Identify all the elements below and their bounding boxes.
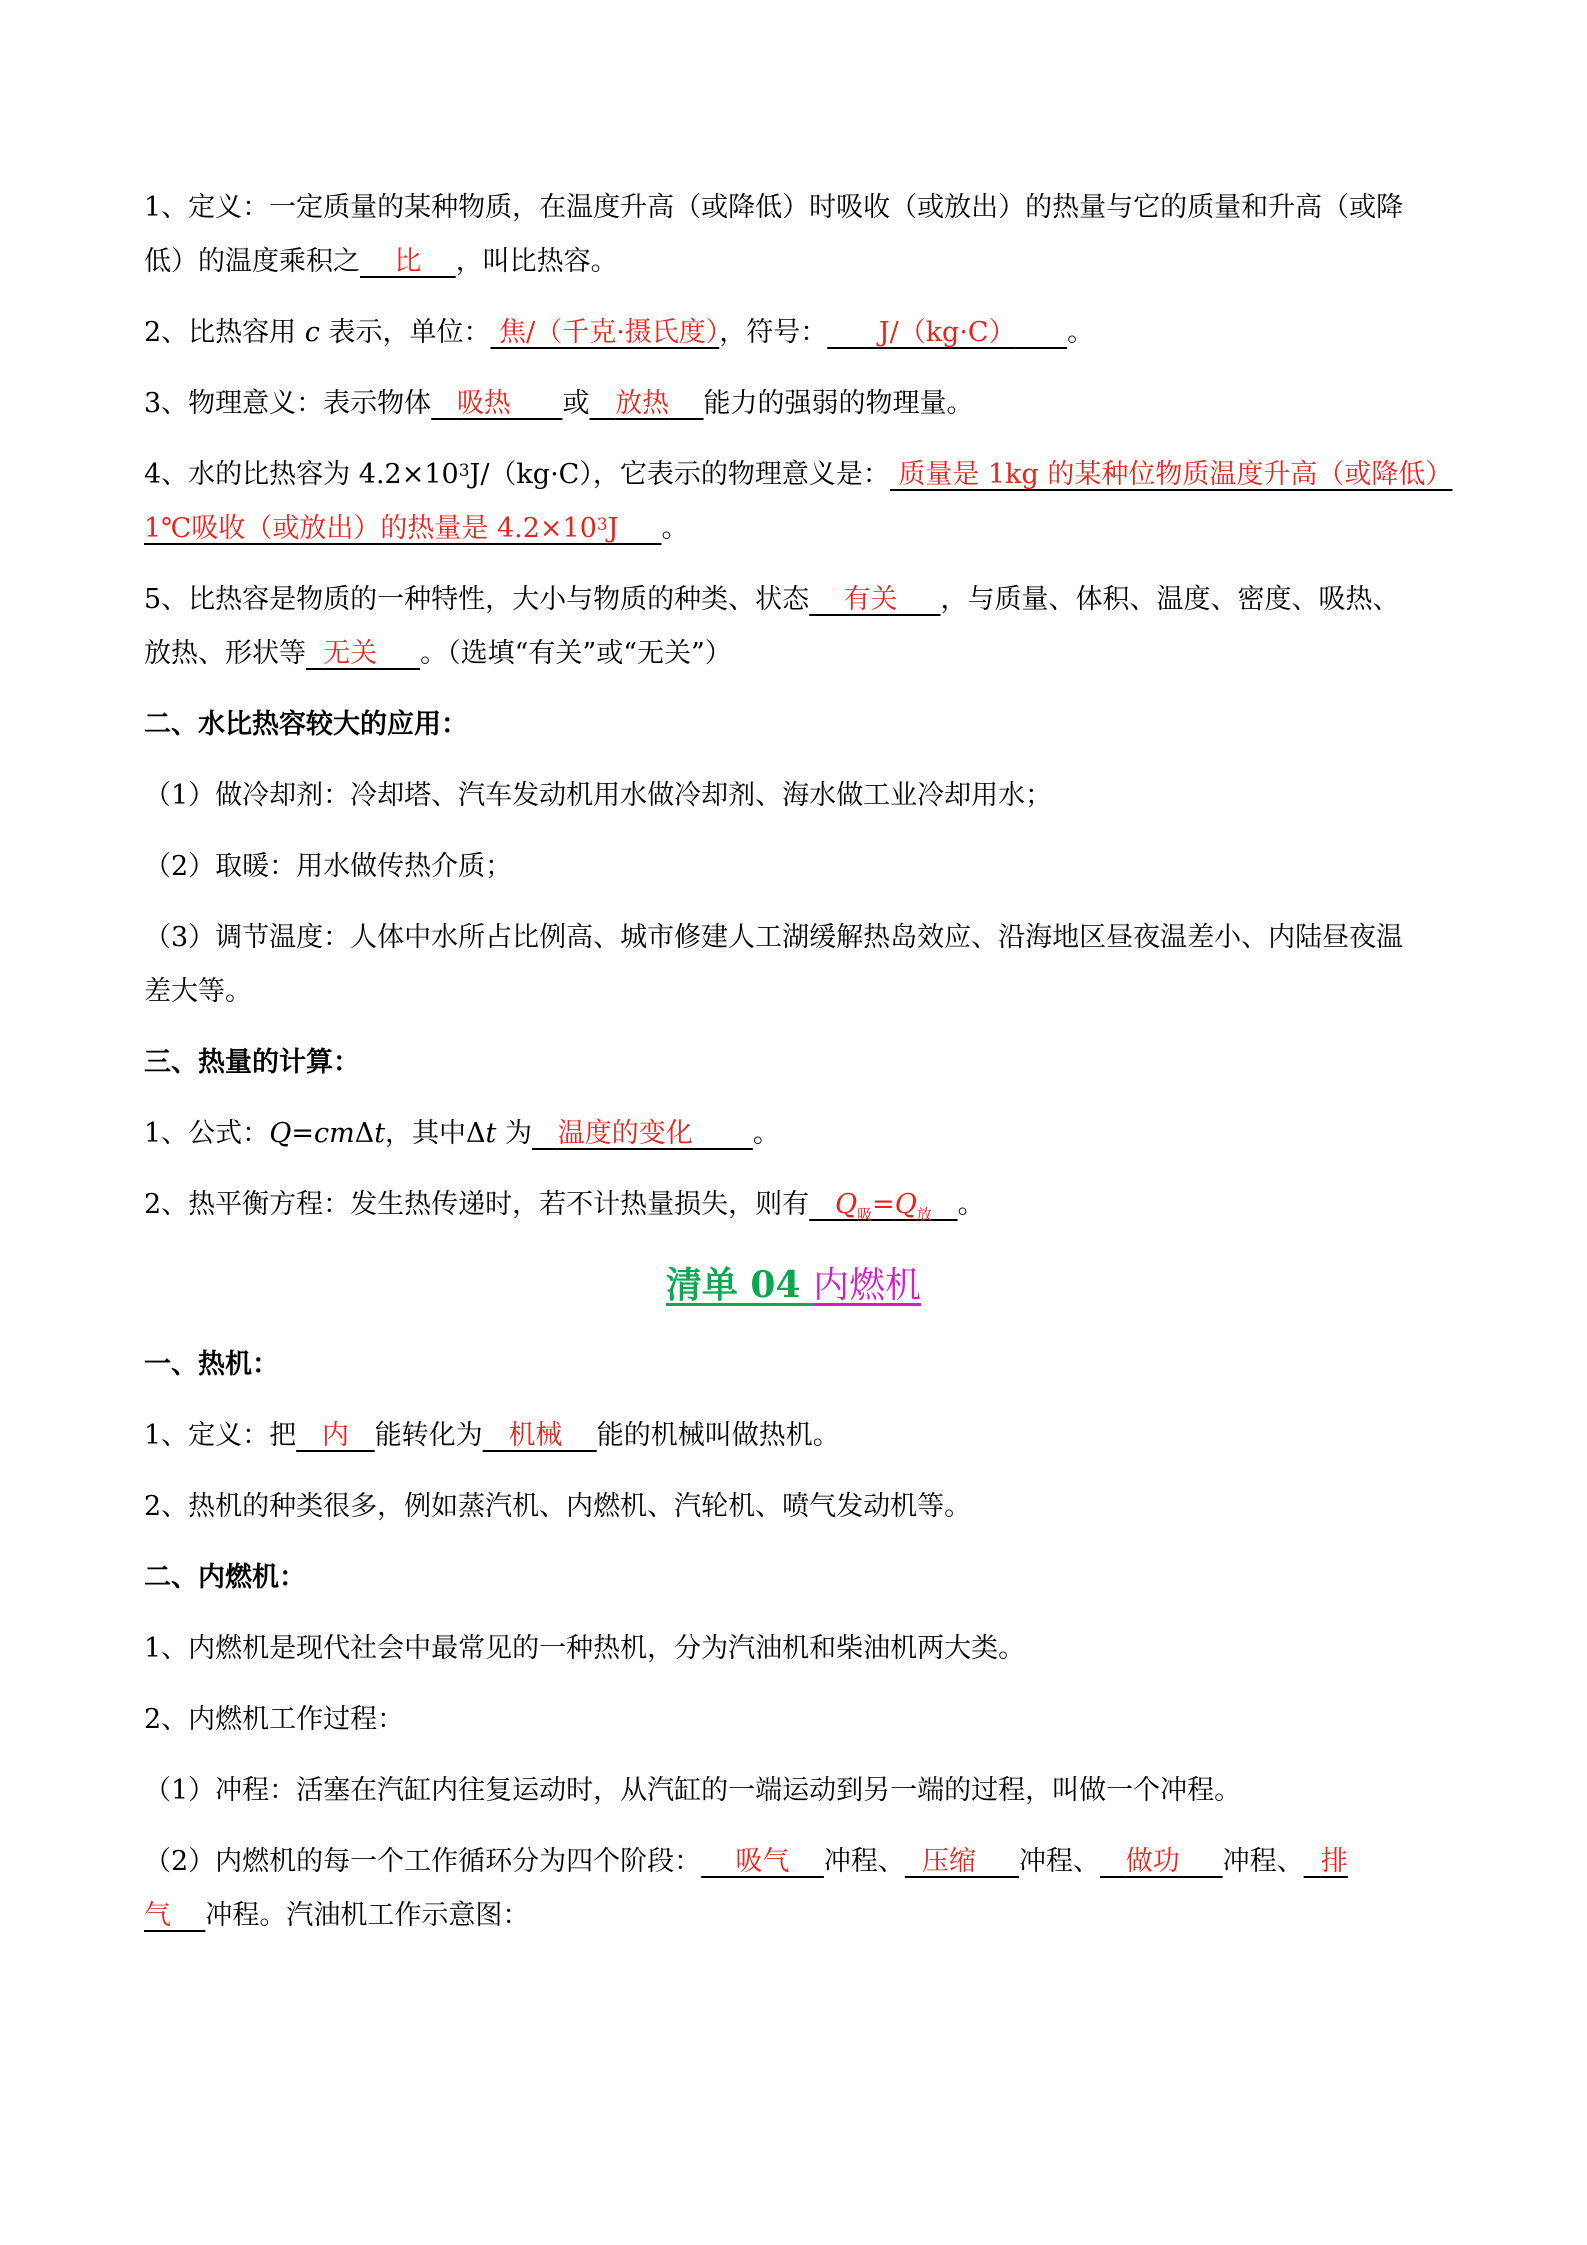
text-line: 低）的温度乘积之 比 ，叫比热容。 bbox=[144, 246, 618, 277]
text-line: 2、热机的种类很多，例如蒸汽机、内燃机、汽轮机、喷气发动机等。 bbox=[144, 1491, 972, 1522]
text-line: 5、比热容是物质的一种特性，大小与物质的种类、状态 有关 ，与质量、体积、温度、密度、吸热、 bbox=[144, 584, 1400, 615]
answer-blank: 无关 bbox=[323, 638, 378, 669]
text-line: 2、内燃机工作过程： bbox=[144, 1704, 405, 1735]
answer-blank: 压缩 bbox=[922, 1846, 977, 1877]
answer-blank: 排 bbox=[1320, 1846, 1348, 1877]
list-title: 清单 04 内燃机 bbox=[665, 1264, 922, 1306]
answer-blank: 吸热 bbox=[456, 388, 511, 419]
answer-blank: J/（kg·C） bbox=[878, 317, 1016, 348]
text-line: 放热、形状等 无关 。（选填“有关”或“无关”） bbox=[144, 638, 732, 669]
text-line: （1）冲程：活塞在汽缸内往复运动时，从汽缸的一端运动到另一端的过程，叫做一个冲程。 bbox=[144, 1775, 1242, 1806]
answer-blank: 内 bbox=[321, 1420, 349, 1451]
section-heading: 二、水比热容较大的应用： bbox=[144, 709, 468, 740]
definition-text: 1、定义：一定质量的某种物质，在温度升高（或降低）时吸收（或放出）的热量与它的质量和升高（或降 bbox=[144, 192, 1404, 223]
text-line: 1℃吸收（或放出）的热量是 $4.2\times 10^3J$ 。 bbox=[144, 513, 689, 544]
section-heading: 二、内燃机： bbox=[144, 1562, 306, 1593]
text-line: 2、比热容用 c 表示，单位： 焦/（千克·摄氏度），符号： J/（kg·C） 。 bbox=[144, 317, 1095, 348]
text-line bbox=[144, 189, 1454, 227]
answer-blank: 焦/（千克·摄氏度） bbox=[499, 317, 720, 348]
text-line: （3）调节温度：人体中水所占比例高、城市修建人工湖缓解热岛效应、沿海地区昼夜温差小、内陆昼夜温 bbox=[144, 922, 1404, 953]
text-line: （2）内燃机的每一个工作循环分为四个阶段： 吸气 冲程、 压缩 冲程、 做功 冲程、 排 bbox=[144, 1846, 1348, 1877]
answer-blank: 放热 bbox=[615, 388, 670, 419]
text-line: 4、水的比热容为 $4.2\times 10^3J/(kg\cdot C)$，它表示的物理意义是： 质量是 1kg 的某种位物质温度升高（或降低） bbox=[144, 459, 1453, 490]
text-line: 差大等。 bbox=[144, 976, 252, 1007]
text-line: 3、物理意义：表示物体 吸热 或 放热 能力的强弱的物理量。 bbox=[144, 388, 974, 419]
answer-blank: 质量是 1kg 的某种位物质温度升高（或降低） bbox=[898, 459, 1453, 490]
answer-blank: 做功 bbox=[1125, 1846, 1180, 1877]
text-line: 气 冲程。汽油机工作示意图： bbox=[144, 1900, 530, 1931]
section-heading: 三、热量的计算： bbox=[144, 1047, 360, 1078]
answer-blank: 温度的变化 bbox=[557, 1118, 693, 1149]
answer-blank: 气 bbox=[144, 1900, 171, 1931]
answer-blank: $Q_吸=Q_放$ bbox=[834, 1189, 932, 1224]
answer-blank: 比 bbox=[394, 246, 422, 277]
text-line: 2、热平衡方程：发生热传递时，若不计热量损失，则有 $Q_吸=Q_放$ 。 bbox=[144, 1189, 985, 1224]
answer-blank: 1℃吸收（或放出）的热量是 $4.2\times 10^3J$ bbox=[144, 513, 619, 544]
text-line: 1、公式：Q=cmΔt，其中Δt 为 温度的变化 。 bbox=[144, 1118, 780, 1149]
answer-blank: 机械 bbox=[508, 1420, 563, 1451]
text-line: 1、定义：把 内 能转化为 机械 能的机械叫做热机。 bbox=[144, 1420, 840, 1451]
text-line: （1）做冷却剂：冷却塔、汽车发动机用水做冷却剂、海水做工业冷却用水； bbox=[144, 780, 1053, 811]
answer-blank: 有关 bbox=[843, 584, 898, 615]
answer-blank: 吸气 bbox=[735, 1846, 790, 1877]
text-line: 1、内燃机是现代社会中最常见的一种热机，分为汽油机和柴油机两大类。 bbox=[144, 1633, 1026, 1664]
text-line: （2）取暖：用水做传热介质； bbox=[144, 851, 513, 882]
section-heading: 一、热机： bbox=[144, 1349, 279, 1380]
